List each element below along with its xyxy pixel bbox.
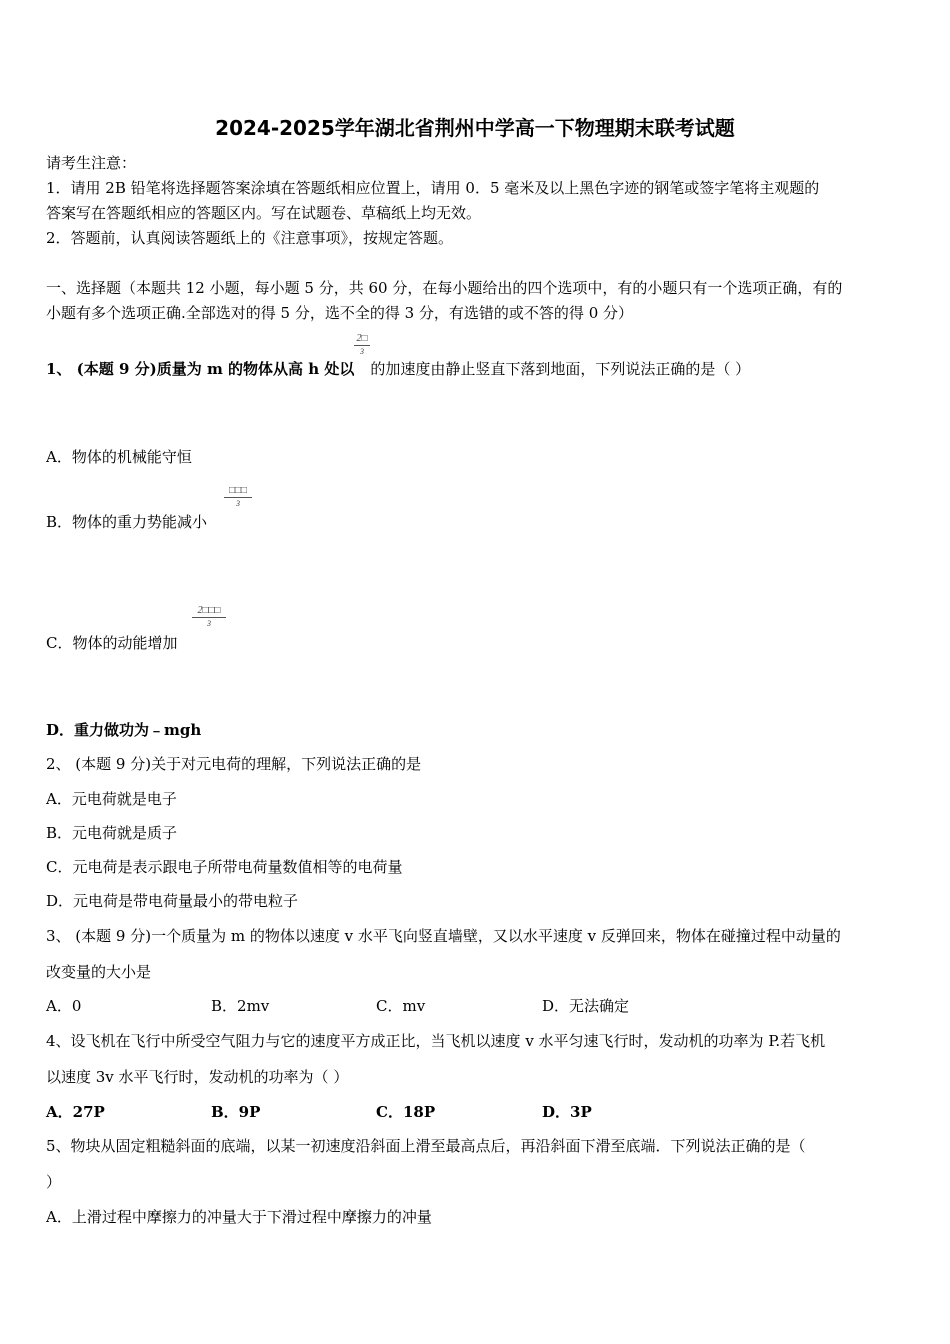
q1-stem-prefix: 1、 (本题 9 分)质量为 m 的物体从高 h 处以	[46, 360, 355, 378]
q3-options	[46, 995, 906, 1015]
page-title: 2024-2025学年湖北省荆州中学高一下物理期末联考试题	[215, 116, 735, 140]
q1-option-b-fraction-numerator: □□□	[224, 486, 252, 498]
q4-options	[46, 1101, 906, 1121]
notice-line-2: 2．答题前，认真阅读答题纸上的《注意事项》，按规定答题。	[46, 229, 454, 247]
q1-fraction	[354, 334, 370, 356]
q5-option-a: A．上滑过程中摩擦力的冲量大于下滑过程中摩擦力的冲量	[46, 1208, 432, 1226]
q3-stem-line-2: 改变量的大小是	[46, 963, 152, 981]
q1-option-a: A．物体的机械能守恒	[46, 448, 192, 466]
q1-option-b-fraction-denominator: 3	[236, 499, 240, 508]
q2-option-a: A．元电荷就是电子	[46, 790, 177, 808]
q2-option-d: D．元电荷是带电荷量最小的带电粒子	[46, 892, 299, 910]
q1-option-c-fraction-numerator: 2□□□	[192, 606, 226, 618]
q4-option-c: C．18P	[376, 1103, 436, 1121]
q3-option-d: D．无法确定	[542, 997, 630, 1015]
q3-stem-line-1: 3、 (本题 9 分)一个质量为 m 的物体以速度 v 水平飞向竖直墙壁，又以水平速度 v 反弹回来，物体在碰撞过程中动量的	[46, 927, 841, 945]
q4-option-b: B．9P	[211, 1103, 261, 1121]
q1-stem	[46, 358, 750, 379]
q5-stem-line-2: ）	[46, 1173, 62, 1191]
q1-option-c: C．物体的动能增加	[46, 634, 178, 652]
q1-option-b: B．物体的重力势能减小	[46, 513, 208, 531]
q3-option-a: A．0	[46, 997, 82, 1015]
q1-option-d: D．重力做功为﹣mgh	[46, 721, 202, 739]
q2-option-c: C．元电荷是表示跟电子所带电荷量数值相等的电荷量	[46, 858, 403, 876]
notice-line-1b: 答案写在答题纸相应的答题区内。写在试题卷、草稿纸上均无效。	[46, 204, 482, 222]
q4-stem-line-1: 4、设飞机在飞行中所受空气阻力与它的速度平方成正比，当飞机以速度 v 水平匀速飞行时，发动机的功率为 P.若飞机	[46, 1032, 826, 1050]
section-header-line-1: 一、选择题（本题共 12 小题，每小题 5 分，共 60 分，在每小题给出的四个选项中，有的小题只有一个选项正确，有的	[46, 279, 843, 297]
q1-option-c-fraction-denominator: 3	[207, 619, 211, 628]
q1-stem-suffix: 的加速度由静止竖直下落到地面，下列说法正确的是（ ）	[370, 360, 751, 378]
q2-option-b: B．元电荷就是质子	[46, 824, 178, 842]
q1-option-b-fraction	[224, 486, 252, 508]
q3-option-c: C．mv	[376, 997, 426, 1015]
q3-option-b: B．2mv	[211, 997, 270, 1015]
notice-heading: 请考生注意：	[46, 154, 137, 172]
q2-stem: 2、 (本题 9 分)关于对元电荷的理解，下列说法正确的是	[46, 755, 422, 773]
notice-line-1a: 1．请用 2B 铅笔将选择题答案涂填在答题纸相应位置上，请用 0．5 毫米及以上黑色字迹的钢笔或签字笔将主观题的	[46, 179, 820, 197]
q1-fraction-denominator: 3	[360, 347, 364, 356]
q4-option-d: D．3P	[542, 1103, 592, 1121]
q4-option-a: A．27P	[46, 1103, 105, 1121]
q1-option-c-fraction	[192, 606, 226, 628]
q5-stem-line-1: 5、物块从固定粗糙斜面的底端，以某一初速度沿斜面上滑至最高点后，再沿斜面下滑至底端．下列说法正确的是（	[46, 1137, 806, 1155]
q1-fraction-numerator: 2□	[354, 334, 370, 346]
q4-stem-line-2: 以速度 3v 水平飞行时，发动机的功率为（ ）	[46, 1068, 349, 1086]
section-header-line-2: 小题有多个选项正确.全部选对的得 5 分，选不全的得 3 分，有选错的或不答的得 0 分）	[46, 304, 634, 322]
